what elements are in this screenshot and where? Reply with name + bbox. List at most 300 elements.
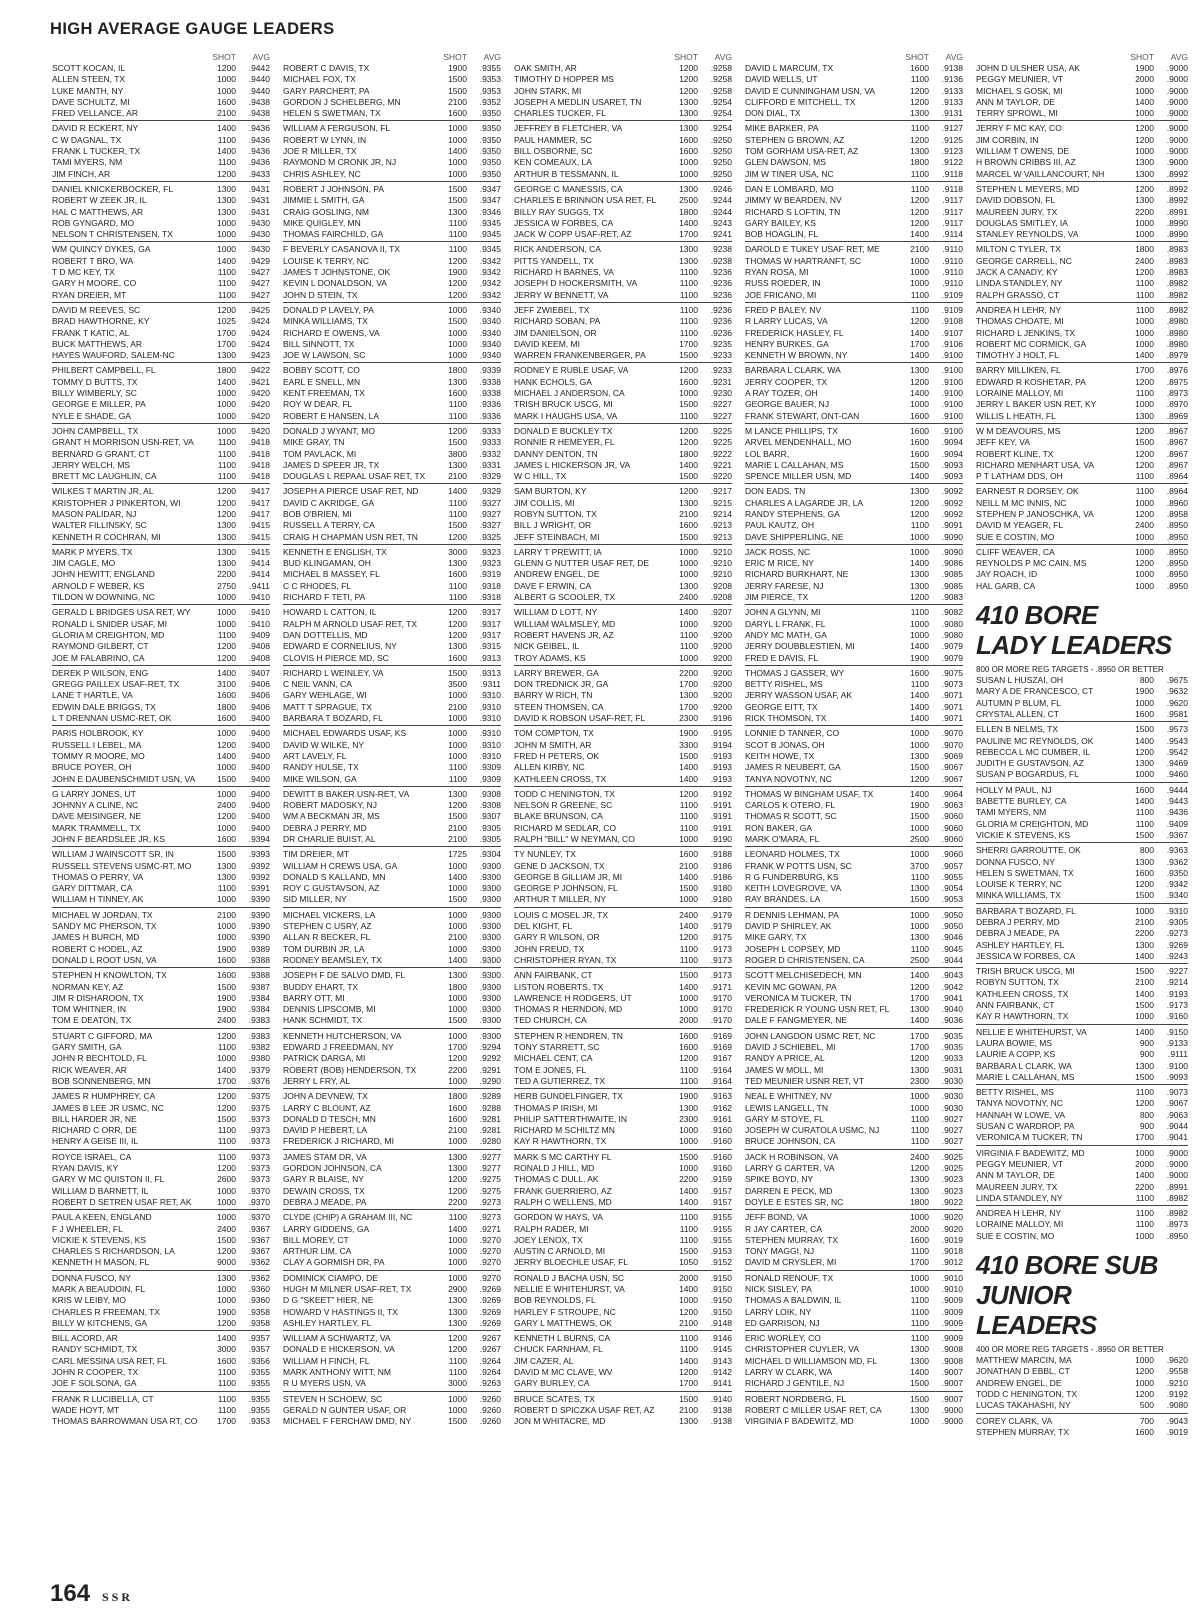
shooter-name: KENNETH HUTCHERSON, VA	[283, 1030, 402, 1041]
average: .9067	[941, 773, 963, 784]
average: .9310	[479, 750, 501, 761]
average: .9208	[710, 580, 732, 591]
entry-group	[514, 1031, 732, 1089]
shot-count: 1100	[448, 229, 467, 240]
average: .9289	[479, 1091, 501, 1102]
shot-count: 1800	[679, 206, 698, 217]
average: .9352	[479, 96, 501, 107]
leader-row	[745, 157, 963, 168]
shot-count: 1000	[217, 74, 236, 85]
shooter-name: ROBERT MC CORMICK, GA	[976, 338, 1087, 349]
shooter-name: ROBERT W LYNN, IN	[283, 134, 367, 145]
entry-group	[514, 305, 732, 363]
average: .9000	[1166, 1147, 1188, 1158]
shooter-name: TIMOTHY D HOPPER MS	[514, 74, 614, 85]
shot-count: 2200	[679, 1174, 698, 1185]
average: .9200	[710, 652, 732, 663]
average: .9260	[479, 1416, 501, 1427]
entry-group	[52, 305, 270, 363]
shooter-name: DAN E LOMBARD, MO	[745, 183, 834, 194]
shot-count: 1200	[1135, 425, 1154, 436]
leader-row	[52, 1273, 270, 1284]
shooter-name: JIM DANIELSON, OR	[514, 327, 597, 338]
shooter-name: JOHN LANGDON USMC RET, NC	[745, 1030, 876, 1041]
shot-count: 1000	[217, 728, 236, 739]
leader-row	[976, 1231, 1188, 1242]
entry-group	[976, 486, 1188, 544]
leader-row	[283, 811, 501, 822]
shot-count: 1600	[217, 713, 236, 724]
average: .9093	[941, 471, 963, 482]
average: .9227	[710, 410, 732, 421]
average: .9384	[248, 1004, 270, 1015]
leader-row	[514, 1367, 732, 1378]
shooter-name: THOMAS A BALDWIN, IL	[745, 1295, 842, 1306]
shooter-name: HANK SCHMIDT, TX	[283, 1015, 363, 1026]
shooter-name: GARY M STOYE, FL	[745, 1113, 824, 1124]
leader-row	[52, 1125, 270, 1136]
shooter-name: MICHAEL VICKERS, LA	[283, 909, 376, 920]
shot-count: 1600	[679, 1030, 698, 1041]
shot-count: 1200	[217, 63, 236, 73]
shot-count: 1200	[910, 96, 929, 107]
leader-row	[514, 229, 732, 240]
leader-row	[976, 229, 1188, 240]
average: .9318	[479, 580, 501, 591]
leader-row	[283, 894, 501, 905]
shot-count: 1000	[910, 1283, 929, 1294]
shot-count: 1600	[679, 134, 698, 145]
entry-group	[52, 849, 270, 907]
average: .8950	[1166, 569, 1188, 580]
average: .9160	[1166, 1011, 1188, 1022]
leader-row	[283, 278, 501, 289]
leader-row	[283, 679, 501, 690]
average: .9400	[248, 750, 270, 761]
shooter-name: LEWIS LANGELL, TN	[745, 1102, 828, 1113]
average: .9117	[942, 195, 963, 206]
average: .9213	[710, 520, 732, 531]
shooter-name: THOMAS P IRISH, MI	[514, 1102, 598, 1113]
leader-row	[52, 339, 270, 350]
leader-row	[745, 1235, 963, 1246]
shot-count: 1000	[217, 822, 236, 833]
shooter-name: ROBERT C HODEL, AZ	[52, 943, 143, 954]
shot-count: 1600	[910, 437, 929, 448]
shooter-name: WILLIAM H FINCH, FL	[283, 1355, 370, 1366]
leader-row	[514, 970, 732, 981]
shot-count: 1200	[217, 1030, 236, 1041]
entry-group	[283, 244, 501, 302]
shot-count: 1200	[217, 641, 236, 652]
leader-row	[745, 426, 963, 437]
average: .9367	[248, 1246, 270, 1257]
average: .9271	[479, 1223, 501, 1234]
shot-count: 1000	[679, 652, 698, 663]
entry-group	[52, 1091, 270, 1149]
entry-group	[745, 1273, 963, 1331]
shooter-name: F BEVERLY CASANOVA II, TX	[283, 244, 400, 255]
average: .9060	[941, 834, 963, 844]
shooter-name: LUCAS TAKAHASHI, NY	[976, 1400, 1071, 1411]
average: .9244	[710, 206, 732, 217]
header-avg: AVG	[252, 52, 270, 62]
entry-group	[745, 1333, 963, 1391]
average: .9373	[248, 1151, 270, 1162]
leader-row	[976, 709, 1188, 720]
shooter-name: DARREN E PECK, MD	[745, 1185, 833, 1196]
average: .9067	[1166, 1098, 1188, 1109]
header-shot: SHOT	[212, 52, 236, 62]
shot-count: 1400	[217, 123, 236, 134]
average: .9392	[248, 860, 270, 871]
entry-group	[976, 123, 1188, 181]
shot-count: 1400	[1135, 1026, 1154, 1037]
entry-group	[283, 1333, 501, 1391]
leader-row	[745, 894, 963, 905]
shot-count: 1000	[910, 629, 929, 640]
average: .9350	[479, 157, 501, 168]
leader-row	[745, 668, 963, 679]
leader-row	[283, 305, 501, 316]
leader-row	[745, 558, 963, 569]
entry-group	[976, 184, 1188, 242]
shot-count: 1000	[448, 921, 467, 932]
leader-row	[514, 532, 732, 543]
shot-count: 1200	[448, 607, 467, 618]
entry-group	[976, 365, 1188, 423]
leader-row	[283, 86, 501, 97]
shooter-name: DAVID M REEVES, SC	[52, 304, 141, 315]
average: .9107	[941, 327, 963, 338]
average: .9092	[941, 486, 963, 497]
shot-count: 1100	[679, 1064, 698, 1075]
shot-count: 1000	[679, 618, 698, 629]
shooter-name: HENRY BURKES, GA	[745, 338, 829, 349]
entry-group	[283, 365, 501, 423]
entry-group	[283, 426, 501, 484]
entry-group	[745, 849, 963, 907]
average: .9358	[248, 1317, 270, 1328]
entry-group	[52, 728, 270, 786]
leader-row	[976, 195, 1188, 206]
leader-row	[52, 811, 270, 822]
leader-row	[283, 1042, 501, 1053]
shooter-name: DAVID M CRYSLER, MI	[745, 1257, 837, 1268]
average: .9055	[941, 871, 963, 882]
shot-count: 1100	[1135, 388, 1154, 399]
shooter-name: JAMES W MOLL, MI	[745, 1064, 824, 1075]
entry-group	[976, 1416, 1188, 1439]
shot-count: 1700	[448, 1042, 467, 1053]
leader-row	[976, 184, 1188, 195]
shooter-name: DAVID DOBSON, FL	[976, 195, 1056, 206]
shot-count: 1000	[679, 1295, 698, 1306]
average: .9315	[479, 641, 501, 652]
average: .9236	[710, 316, 732, 327]
shot-count: 1600	[910, 448, 929, 459]
average: .9207	[710, 607, 732, 618]
average: .9100	[941, 410, 963, 421]
shot-count: 1100	[910, 1136, 929, 1147]
shooter-name: JOE M FALABRINO, CA	[52, 652, 145, 663]
shot-count: 1300	[910, 1344, 929, 1355]
shot-count: 1500	[910, 811, 929, 822]
shot-count: 1500	[679, 1151, 698, 1162]
shooter-name: MIKE QUIGLEY, MN	[283, 217, 361, 228]
shooter-name: RICHARD E OWENS, VA	[283, 327, 380, 338]
shot-count: 1000	[679, 1136, 698, 1147]
shot-count: 1200	[217, 508, 236, 519]
leader-row	[745, 762, 963, 773]
shot-count: 2200	[448, 1196, 467, 1207]
shot-count: 1300	[679, 255, 698, 266]
leader-row	[283, 569, 501, 580]
leader-row	[745, 86, 963, 97]
entry-group	[745, 1394, 963, 1428]
average: .9436	[248, 146, 270, 157]
leader-row	[745, 1163, 963, 1174]
entry-group	[283, 970, 501, 1028]
leader-row	[283, 970, 501, 981]
shooter-name: RODNEY BEAMSLEY, TX	[283, 954, 382, 965]
leader-row	[52, 399, 270, 410]
shooter-name: WILKES T MARTIN JR, AL	[52, 486, 154, 497]
shot-count: 1400	[679, 607, 698, 618]
average: .9008	[941, 1355, 963, 1366]
leader-row	[514, 728, 732, 739]
average: .9070	[941, 739, 963, 750]
shot-count: 1200	[910, 1163, 929, 1174]
shooter-name: MICHAEL D WILLIAMSON MD, FL	[745, 1355, 877, 1366]
average: .9269	[479, 1283, 501, 1294]
shooter-name: JOSEPH W CURATOLA USMC, NJ	[745, 1125, 880, 1136]
shooter-name: PATRICK DARGA, MI	[283, 1053, 366, 1064]
average: .9162	[710, 1102, 732, 1113]
shooter-name: BUCK MATTHEWS, AR	[52, 338, 143, 349]
shooter-name: ALLAN R BECKER, FL	[283, 932, 371, 943]
shooter-name: LAWRENCE H RODGERS, UT	[514, 992, 632, 1003]
shooter-name: JEFFREY B FLETCHER, VA	[514, 123, 623, 134]
leader-row	[976, 1087, 1188, 1098]
shooter-name: GARY W MC QUISTON II, FL	[52, 1174, 165, 1185]
shooter-name: DEBRA J PERRY, MD	[283, 822, 367, 833]
shot-count: 1100	[679, 289, 698, 300]
shot-count: 1200	[910, 85, 929, 96]
average: .9267	[479, 1333, 501, 1344]
shot-count: 1600	[1135, 784, 1154, 795]
junior-leaders-title-2: JUNIOR LEADERS	[976, 1280, 1097, 1341]
entry-group	[745, 1152, 963, 1210]
shooter-name: ART LAVELY, FL	[283, 750, 347, 761]
shot-count: 1000	[1135, 697, 1154, 708]
average: .9106	[941, 338, 963, 349]
leader-row	[514, 800, 732, 811]
shooter-name: COREY CLARK, VA	[976, 1415, 1053, 1426]
leader-row	[283, 630, 501, 641]
average: .9345	[479, 244, 501, 255]
leader-row	[52, 1307, 270, 1318]
shooter-name: STANLEY REYNOLDS, VA	[976, 229, 1079, 240]
shooter-name: BARRY MILLIKEN, FL	[976, 365, 1061, 376]
leader-row	[745, 1273, 963, 1284]
shooter-name: ANDREW ENGEL, DE	[976, 1377, 1062, 1388]
shooter-name: FRANK L TUCKER, TX	[52, 146, 141, 157]
entry-group	[52, 365, 270, 423]
shooter-name: M LANCE PHILLIPS, TX	[745, 425, 838, 436]
average: .9057	[941, 860, 963, 871]
shot-count: 1200	[679, 425, 698, 436]
shot-count: 1400	[448, 871, 467, 882]
shot-count: 1200	[910, 206, 929, 217]
shooter-name: JACK A CANADY, KY	[976, 267, 1058, 278]
leader-row	[514, 256, 732, 267]
header-avg: AVG	[945, 52, 963, 62]
shot-count: 1200	[679, 788, 698, 799]
average: .9111	[1167, 1049, 1188, 1060]
leader-row	[52, 607, 270, 618]
shot-count: 1200	[448, 1174, 467, 1185]
shooter-name: JOSEPH D HOCKERSMITH, VA	[514, 278, 638, 289]
leader-row	[976, 1072, 1188, 1083]
leader-row	[514, 1174, 732, 1185]
leader-row	[514, 921, 732, 932]
shooter-name: WADE HOYT, MT	[52, 1404, 120, 1415]
shooter-name: ARVEL MENDENHALL, MO	[745, 437, 852, 448]
entry-group	[283, 305, 501, 363]
entry-group	[514, 63, 732, 121]
shot-count: 1100	[1135, 471, 1154, 482]
shot-count: 1100	[910, 1113, 929, 1124]
shot-count: 1900	[1135, 686, 1154, 697]
shot-count: 1200	[1135, 1366, 1154, 1377]
average: .8958	[1166, 508, 1188, 519]
average: .8980	[1166, 338, 1188, 349]
shot-count: 1800	[679, 448, 698, 459]
leader-row	[514, 86, 732, 97]
leader-row	[745, 207, 963, 218]
entry-group	[52, 426, 270, 484]
average: .9307	[479, 811, 501, 822]
leader-row	[283, 256, 501, 267]
leader-row	[514, 1163, 732, 1174]
shooter-name: RICHARD M SCHILTZ MN	[514, 1125, 615, 1136]
average: .9027	[941, 1125, 963, 1136]
average: .8976	[1166, 365, 1188, 376]
leader-row	[283, 63, 501, 74]
average: .9355	[248, 1378, 270, 1389]
average: .9161	[710, 1113, 732, 1124]
shooter-name: FRANK R LUCIBELLA, CT	[52, 1393, 154, 1404]
shooter-name: RICHARD J GENTILE, NJ	[745, 1378, 845, 1389]
leader-row	[283, 1114, 501, 1125]
average: .9310	[479, 728, 501, 739]
average: .9050	[941, 909, 963, 920]
shot-count: 1300	[217, 531, 236, 542]
leader-row	[976, 1098, 1188, 1109]
average: .9311	[480, 679, 501, 690]
shot-count: 1300	[448, 206, 467, 217]
leader-row	[976, 63, 1188, 74]
average: .9009	[941, 1295, 963, 1306]
shooter-name: PEGGY MEUNIER, VT	[976, 1158, 1064, 1169]
shot-count: 2000	[1135, 1158, 1154, 1169]
header-shot: SHOT	[1130, 52, 1154, 62]
average: .9436	[1166, 807, 1188, 818]
shooter-name: EARNEST R DORSEY, OK	[976, 486, 1079, 497]
average: .9171	[710, 981, 732, 992]
shooter-name: JONATHAN D EBBL, CT	[976, 1366, 1070, 1377]
shooter-name: GEORGE C MANESSIS, CA	[514, 183, 623, 194]
average: .9071	[941, 701, 963, 712]
leader-row	[745, 184, 963, 195]
average: .9025	[941, 1151, 963, 1162]
shot-count: 1000	[910, 1416, 929, 1427]
leader-row	[976, 123, 1188, 134]
average: .9420	[248, 425, 270, 436]
leader-row	[976, 437, 1188, 448]
shooter-name: FREDERICK R YOUNG USN RET, FL	[745, 1004, 890, 1015]
shooter-name: BARBARA T BOZARD, FL	[283, 713, 383, 724]
shot-count: 1300	[448, 1163, 467, 1174]
average: .9408	[248, 652, 270, 663]
shot-count: 1200	[910, 592, 929, 603]
average: .9353	[479, 74, 501, 85]
shot-count: 1300	[448, 376, 467, 387]
average: .9041	[941, 992, 963, 1003]
header-spacer	[976, 52, 1124, 63]
shooter-name: DAVID W WILKE, NY	[283, 739, 365, 750]
leader-row	[514, 1053, 732, 1064]
leader-row	[52, 256, 270, 267]
leader-row	[745, 1378, 963, 1389]
shooter-name: JAMES B LEE JR USMC, NC	[52, 1102, 164, 1113]
shot-count: 1500	[448, 811, 467, 822]
leader-row	[745, 1076, 963, 1087]
shooter-name: VICKIE K STEVENS, KS	[52, 1234, 147, 1245]
leader-row	[52, 581, 270, 592]
leader-row	[514, 135, 732, 146]
average: .9186	[710, 860, 732, 871]
leader-row	[52, 932, 270, 943]
shooter-name: SUSAN C WARDROP, PA	[976, 1121, 1075, 1132]
shot-count: 1300	[1135, 168, 1154, 179]
leader-row	[514, 1186, 732, 1197]
average: .9300	[479, 943, 501, 954]
shooter-name: MARK S MC CARTHY FL	[514, 1151, 612, 1162]
average: .9190	[710, 834, 732, 844]
shot-count: 1000	[1135, 580, 1154, 591]
shot-count: 1100	[910, 304, 929, 315]
average: .9050	[941, 921, 963, 932]
leader-row	[283, 774, 501, 785]
shooter-name: MICHAEL S GOSK, MI	[976, 85, 1063, 96]
shot-count: 1700	[217, 327, 236, 338]
average: .9345	[479, 217, 501, 228]
leader-row	[52, 135, 270, 146]
shooter-name: KEVIN L DONALDSON, VA	[283, 278, 387, 289]
average: .9329	[479, 486, 501, 497]
shot-count: 1000	[217, 1196, 236, 1207]
shooter-name: RALPH RADER, MI	[514, 1223, 589, 1234]
shooter-name: LARRY T PREWITT, IA	[514, 546, 602, 557]
leader-row	[283, 668, 501, 679]
leader-row	[52, 1235, 270, 1246]
leader-row	[283, 653, 501, 664]
average: .9436	[248, 134, 270, 145]
shooter-name: TED A GUTIERREZ, TX	[514, 1075, 605, 1086]
average: .9388	[248, 954, 270, 965]
